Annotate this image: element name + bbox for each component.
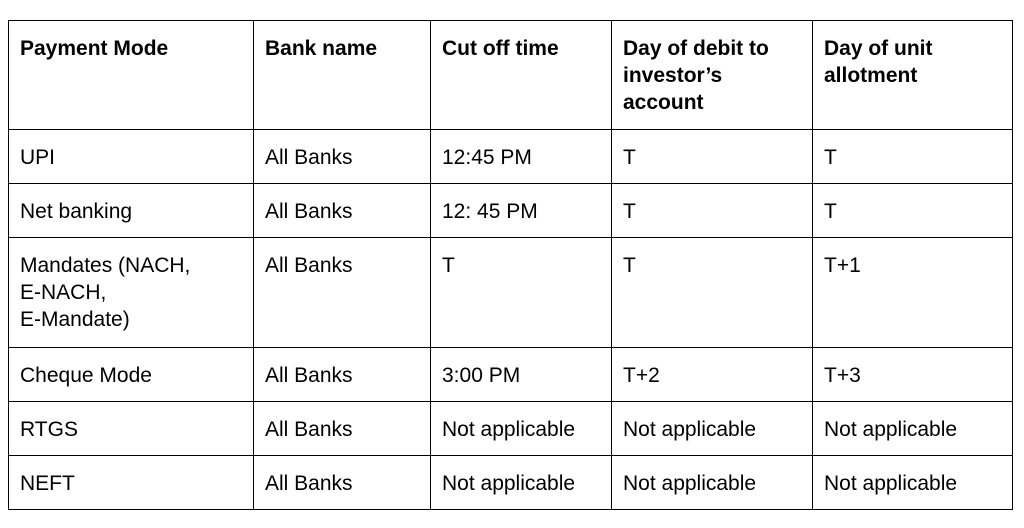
cell-bank-name: All Banks <box>254 238 431 348</box>
header-bank-name: Bank name <box>254 21 431 130</box>
cell-bank-name: All Banks <box>254 456 431 510</box>
cell-bank-name: All Banks <box>254 402 431 456</box>
cell-bank-name: All Banks <box>254 184 431 238</box>
header-payment-mode: Payment Mode <box>9 21 254 130</box>
cell-payment-mode: NEFT <box>9 456 254 510</box>
cell-day-of-debit: Not applicable <box>612 456 813 510</box>
cell-payment-mode-text: Mandates (NACH, E-NACH, E-Mandate) <box>20 254 191 331</box>
cell-day-of-unit-allotment: Not applicable <box>813 402 1013 456</box>
cell-payment-mode: UPI <box>9 130 254 184</box>
header-cut-off-time: Cut off time <box>431 21 612 130</box>
header-day-of-unit-allotment: Day of unit allotment <box>813 21 1013 130</box>
cell-day-of-debit: T <box>612 238 813 348</box>
cell-day-of-unit-allotment: T <box>813 130 1013 184</box>
cell-cut-off-time: T <box>431 238 612 348</box>
cell-day-of-unit-allotment: T <box>813 184 1013 238</box>
cell-payment-mode: RTGS <box>9 402 254 456</box>
cell-bank-name: All Banks <box>254 130 431 184</box>
payment-modes-table <box>8 20 1013 510</box>
cell-day-of-debit: T <box>612 130 813 184</box>
cell-payment-mode: Cheque Mode <box>9 348 254 402</box>
cell-cut-off-time: 12: 45 PM <box>431 184 612 238</box>
table-row <box>9 402 1013 456</box>
table-row <box>9 456 1013 510</box>
table-row <box>9 130 1013 184</box>
cell-bank-name: All Banks <box>254 348 431 402</box>
cell-cut-off-time: Not applicable <box>431 402 612 456</box>
cell-day-of-unit-allotment: T+1 <box>813 238 1013 348</box>
cell-day-of-debit: Not applicable <box>612 402 813 456</box>
cell-day-of-unit-allotment: Not applicable <box>813 456 1013 510</box>
cell-day-of-unit-allotment: T+3 <box>813 348 1013 402</box>
cell-payment-mode <box>9 238 254 348</box>
table-row <box>9 184 1013 238</box>
cell-cut-off-time: Not applicable <box>431 456 612 510</box>
cell-cut-off-time: 12:45 PM <box>431 130 612 184</box>
cell-cut-off-time: 3:00 PM <box>431 348 612 402</box>
cell-day-of-debit: T+2 <box>612 348 813 402</box>
header-day-of-debit: Day of debit to investor’s account <box>612 21 813 130</box>
cell-day-of-debit: T <box>612 184 813 238</box>
cell-payment-mode: Net banking <box>9 184 254 238</box>
header-row <box>9 21 1013 130</box>
table-row <box>9 348 1013 402</box>
table-row <box>9 238 1013 348</box>
